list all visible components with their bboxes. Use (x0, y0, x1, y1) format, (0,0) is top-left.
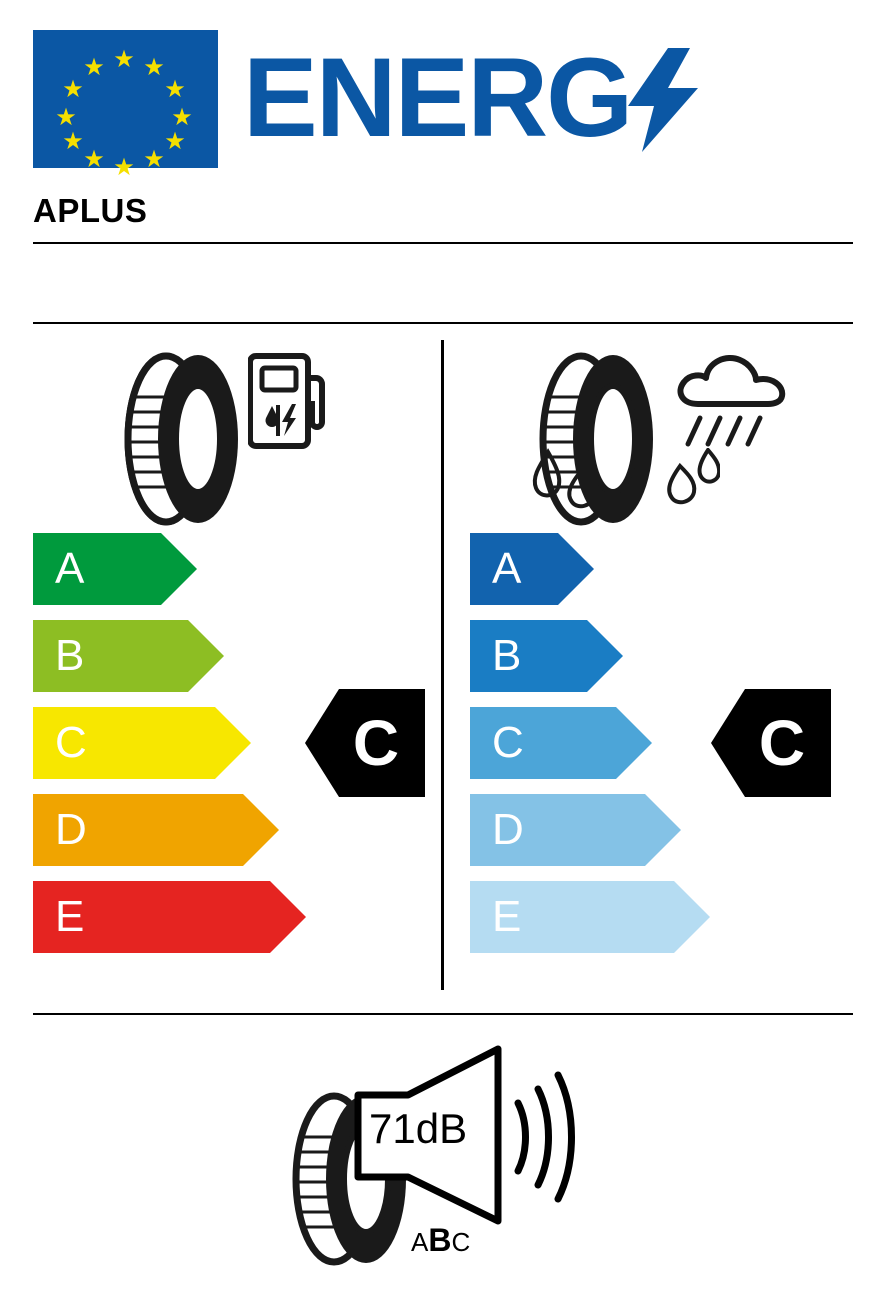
energy-wordmark: ENERG (243, 35, 632, 160)
brand-name: APLUS (33, 192, 148, 229)
wetgrip-grade-a-letter: A (492, 544, 522, 593)
wet-grip-result-letter: C (758, 707, 806, 779)
wetgrip-grade-c-letter: C (492, 718, 524, 767)
fuel-efficiency-result-letter: C (352, 707, 400, 779)
fuel-grade-d-letter: D (55, 805, 87, 854)
noise-class-b-selected: B (428, 1222, 452, 1258)
divider-top (33, 242, 853, 244)
wet-grip-result (711, 689, 831, 797)
fuel-grade-b-letter: B (55, 631, 85, 680)
eu-flag-icon: ★ ★ ★ ★ ★ ★ ★ ★ ★ ★ ★ ★ (33, 30, 218, 168)
wetgrip-grade-d-letter: D (492, 805, 524, 854)
divider-bottom (33, 1013, 853, 1015)
vertical-divider (441, 340, 444, 990)
fuel-pump-icon (248, 352, 326, 452)
noise-class-scale (411, 1222, 470, 1259)
noise-class-c: C (451, 1227, 471, 1257)
noise-class-a: A (411, 1227, 429, 1257)
wetgrip-grade-b-letter: B (492, 631, 522, 680)
fuel-efficiency-result (305, 689, 425, 797)
lightning-bolt-icon (628, 48, 698, 152)
fuel-grade-e-letter: E (55, 892, 85, 941)
fuel-grade-a-letter: A (55, 544, 85, 593)
tyre-icon (120, 352, 240, 527)
rain-cloud-icon (672, 348, 790, 463)
wetgrip-grade-e-letter: E (492, 892, 522, 941)
noise-value: 71dB (369, 1105, 468, 1152)
divider-second (33, 322, 853, 324)
fuel-grade-c-letter: C (55, 718, 87, 767)
